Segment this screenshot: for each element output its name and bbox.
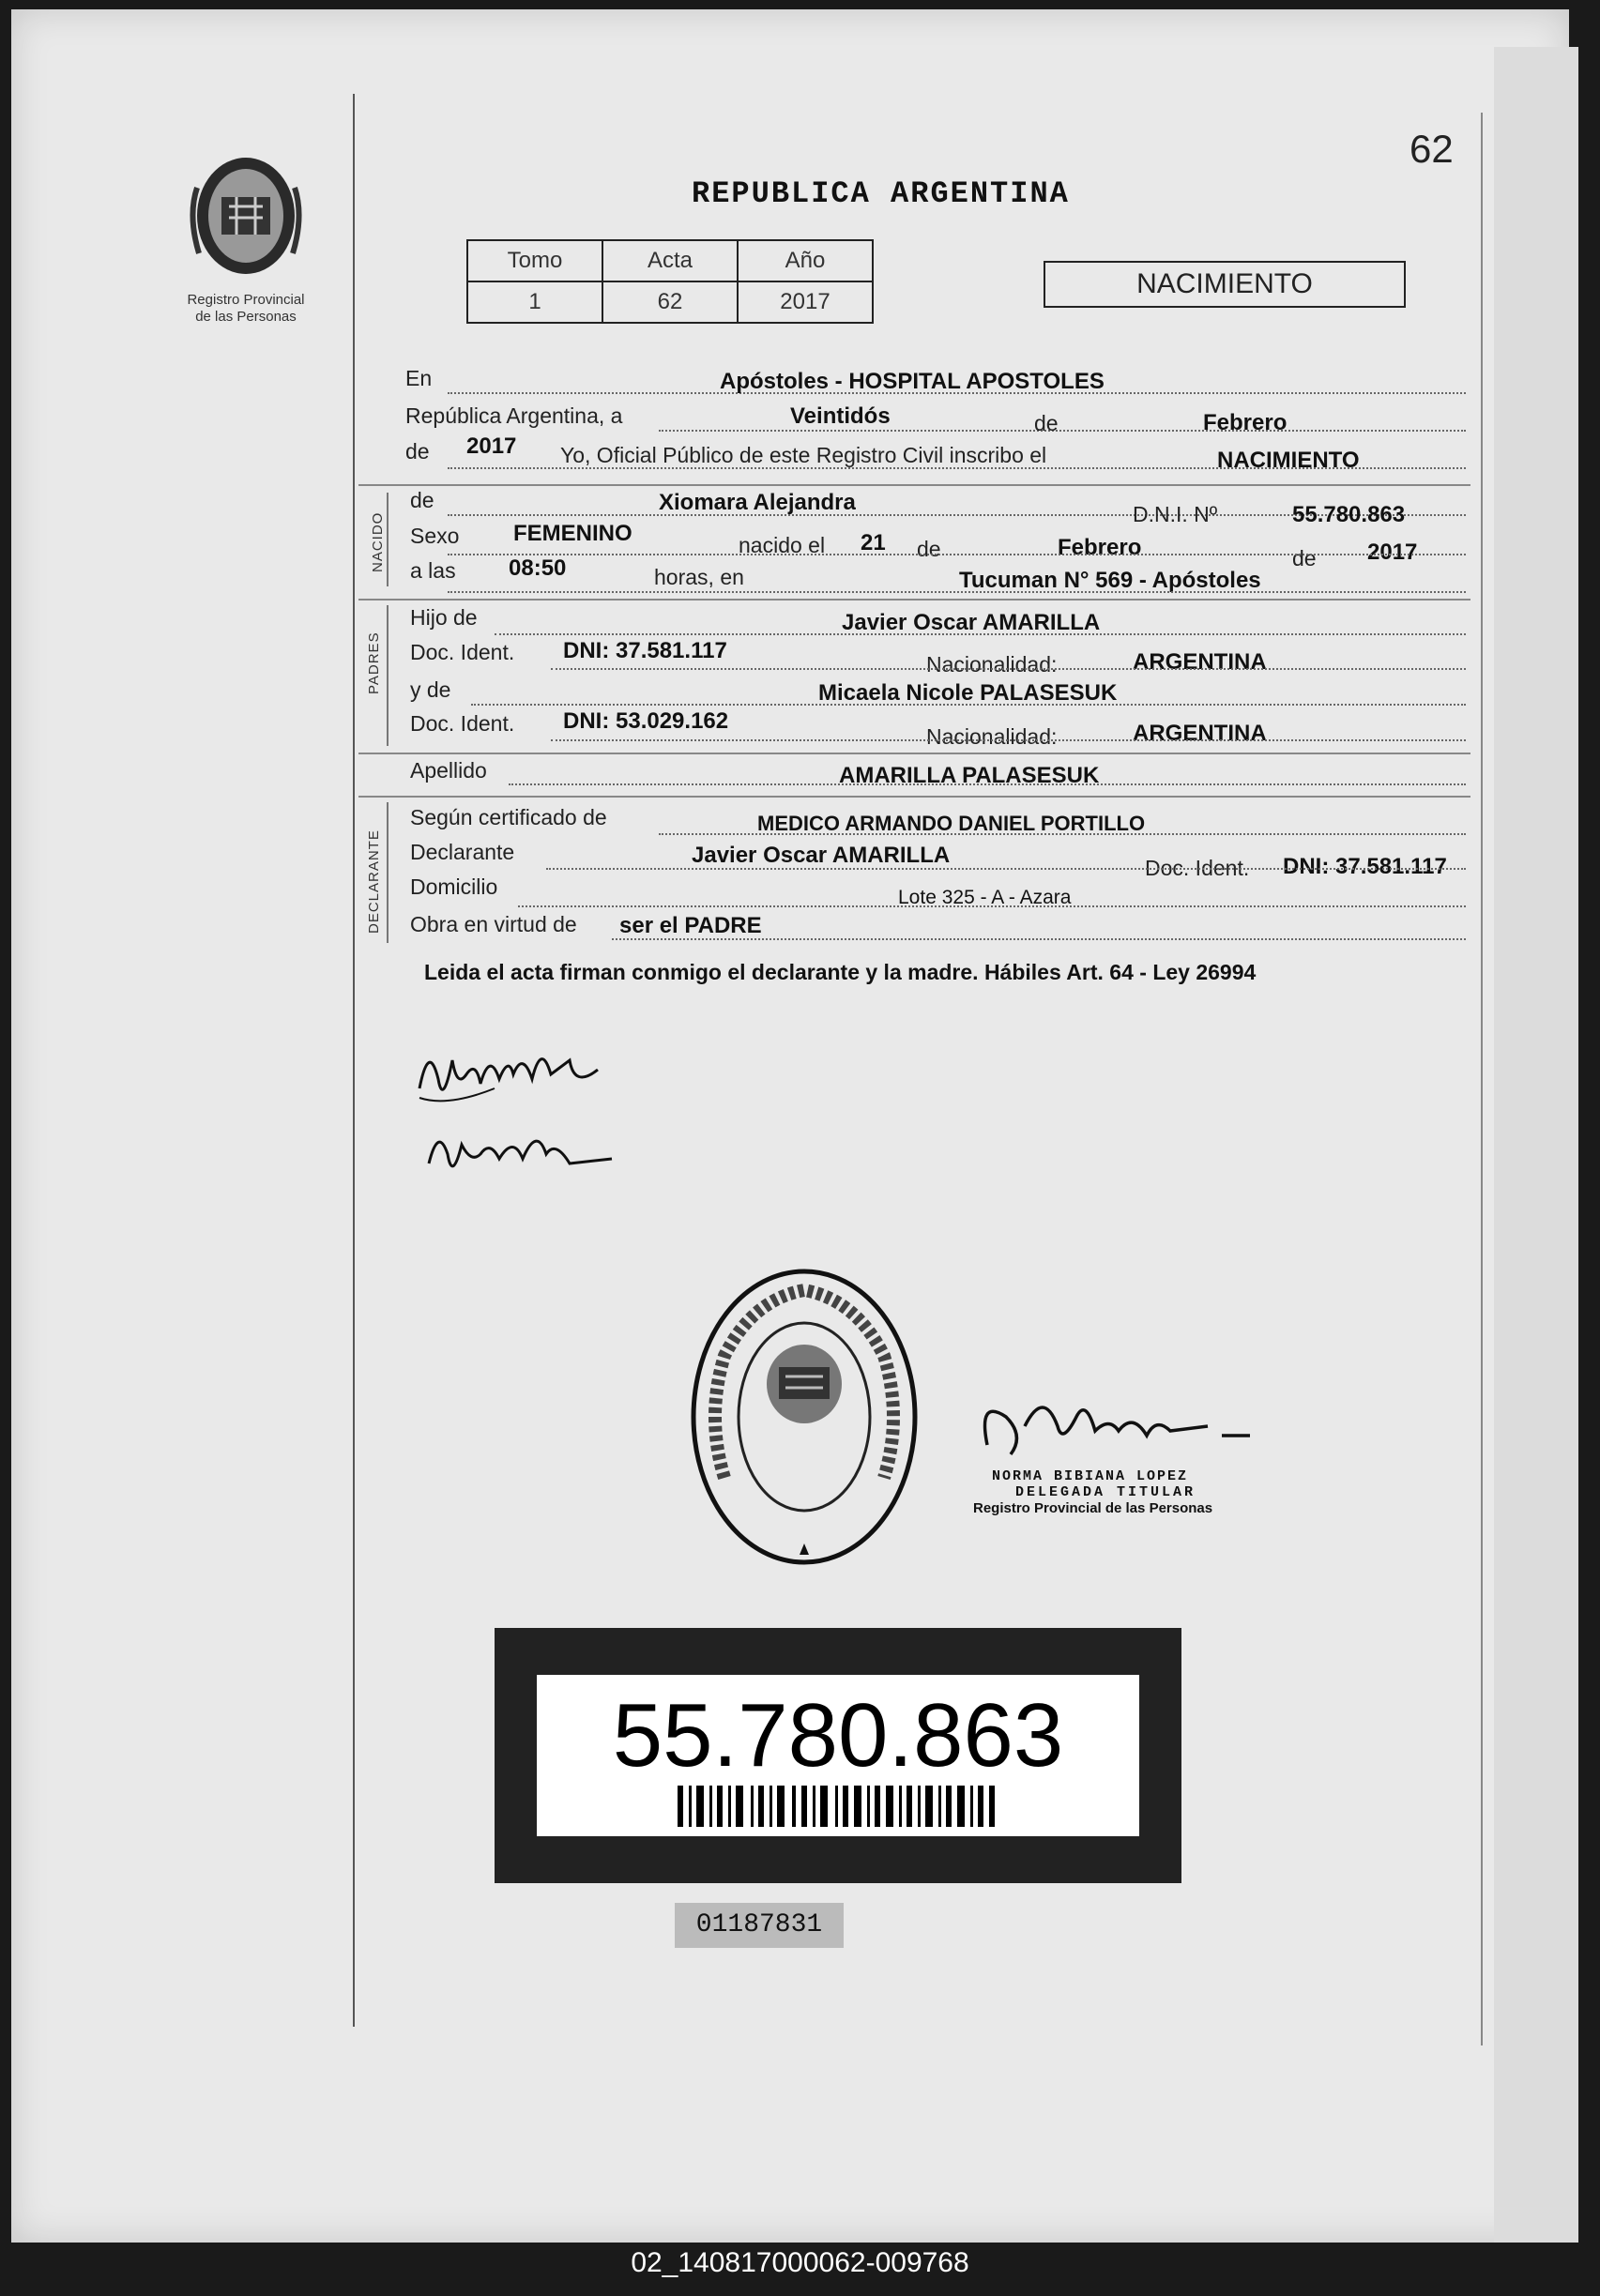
label-obra-en-virtud: Obra en virtud de	[410, 912, 577, 936]
value-certificado: MEDICO ARMANDO DANIEL PORTILLO	[757, 812, 1146, 835]
value-domicilio: Lote 325 - A - Azara	[898, 887, 1072, 908]
value-padre-nacionalidad: ARGENTINA	[1133, 649, 1267, 675]
value-tomo: 1	[467, 281, 602, 323]
registro-logo	[171, 150, 321, 326]
value-madre: Micaela Nicole PALASESUK	[818, 680, 1118, 706]
value-anio-inscripcion: 2017	[466, 433, 517, 459]
logo-caption-1: Registro Provincial	[187, 292, 305, 308]
value-anio-nacimiento: 2017	[1367, 540, 1418, 565]
dotted-line	[448, 554, 1466, 555]
value-madre-nacionalidad: ARGENTINA	[1133, 721, 1267, 746]
stamp-seal-icon	[687, 1262, 922, 1572]
label-doc-ident-2: Doc. Ident.	[410, 711, 515, 736]
dotted-line	[495, 633, 1466, 635]
label-a-las: a las	[410, 558, 456, 583]
value-hora: 08:50	[509, 555, 567, 581]
page-number: 62	[1410, 127, 1454, 171]
label-y-de: y de	[410, 677, 451, 702]
dotted-line	[471, 704, 1466, 706]
label-horas-en: horas, en	[654, 565, 744, 589]
value-declarante: Javier Oscar AMARILLA	[692, 843, 951, 868]
barcode-number: 55.780.863	[612, 1685, 1064, 1786]
dotted-line	[612, 938, 1466, 940]
right-margin-line	[1481, 113, 1483, 2045]
value-declarante-dni: DNI: 37.581.117	[1283, 854, 1447, 879]
label-sexo: Sexo	[410, 524, 460, 548]
value-tipo-inscripcion: NACIMIENTO	[1217, 448, 1360, 473]
paper-edge	[1494, 47, 1578, 2243]
label-de-day: de	[917, 537, 941, 561]
value-mes-inscripcion: Febrero	[1203, 410, 1288, 435]
value-mes-nacimiento: Febrero	[1058, 535, 1142, 560]
dotted-line	[551, 739, 1466, 741]
logo-caption-2: de las Personas	[195, 309, 297, 325]
footer-id: 02_140817000062-009768	[631, 2247, 969, 2278]
value-acta: 62	[602, 281, 738, 323]
value-dia-nacimiento: 21	[861, 530, 886, 555]
left-margin-line	[353, 94, 355, 2027]
header-anio: Año	[738, 240, 873, 281]
label-en: En	[405, 366, 433, 390]
official-stamp	[687, 1262, 922, 1576]
label-de-month: de	[1292, 546, 1317, 570]
dotted-line	[659, 430, 1466, 432]
label-apellido: Apellido	[410, 758, 487, 783]
value-padre: Javier Oscar AMARILLA	[842, 610, 1101, 635]
label-declarante: Declarante	[410, 840, 515, 864]
record-table	[466, 239, 874, 324]
official-signature-block	[968, 1379, 1269, 1516]
signature-official-icon	[968, 1379, 1269, 1464]
separator	[358, 796, 1470, 798]
label-hijo-de: Hijo de	[410, 605, 478, 630]
barcode-serial: 01187831	[675, 1903, 844, 1948]
document-page	[11, 9, 1569, 2243]
section-padres: PADRES	[366, 631, 382, 694]
section-declarante: DECLARANTE	[366, 829, 382, 934]
section-bar	[387, 493, 389, 586]
dotted-line	[518, 905, 1466, 907]
label-nacionalidad-1: Nacionalidad:	[926, 652, 1058, 677]
dotted-line	[551, 668, 1466, 670]
signature-declarante-icon	[410, 1023, 635, 1210]
separator	[358, 484, 1470, 486]
official-office: Registro Provincial de las Personas	[973, 1500, 1213, 1516]
dotted-line	[448, 591, 1466, 593]
header-tomo: Tomo	[467, 240, 602, 281]
value-lugar: Apóstoles - HOSPITAL APOSTOLES	[720, 369, 1105, 394]
country-title: REPUBLICA ARGENTINA	[692, 176, 1070, 211]
barcode-inner	[537, 1675, 1139, 1836]
label-republica: República Argentina, a	[405, 403, 623, 428]
label-de-year: de	[405, 439, 430, 464]
official-name: NORMA BIBIANA LOPEZ	[992, 1468, 1189, 1484]
label-nacionalidad-2: Nacionalidad:	[926, 724, 1058, 749]
label-nacido-el: nacido el	[739, 533, 826, 557]
dotted-line	[546, 868, 1466, 870]
header-acta: Acta	[602, 240, 738, 281]
label-segun-certificado: Según certificado de	[410, 805, 607, 829]
value-madre-dni: DNI: 53.029.162	[563, 708, 729, 734]
label-doc-ident-3: Doc. Ident.	[1145, 856, 1250, 880]
value-apellido: AMARILLA PALASESUK	[839, 763, 1100, 788]
separator	[358, 599, 1470, 601]
label-domicilio: Domicilio	[410, 874, 498, 899]
label-yo-oficial: Yo, Oficial Público de este Registro Civil inscribo el	[560, 443, 1047, 467]
dotted-line	[659, 833, 1466, 835]
section-nacido: NACIDO	[370, 511, 386, 572]
value-sexo: FEMENINO	[513, 521, 632, 546]
closing-text: Leida el acta firman conmigo el declarante y la madre. Hábiles Art. 64 - Ley 26994	[424, 960, 1257, 984]
label-de-name: de	[410, 488, 434, 512]
document-type-box: NACIMIENTO	[1044, 261, 1406, 308]
section-bar	[387, 802, 389, 943]
value-dia-inscripcion: Veintidós	[790, 403, 891, 429]
section-bar	[387, 605, 389, 746]
value-dni: 55.780.863	[1292, 502, 1406, 527]
barcode-label	[495, 1628, 1181, 1883]
value-padre-dni: DNI: 37.581.117	[563, 638, 727, 663]
value-nombre: Xiomara Alejandra	[659, 490, 856, 515]
official-title: DELEGADA TITULAR	[1015, 1484, 1196, 1500]
label-de: de	[1034, 411, 1059, 435]
label-doc-ident-1: Doc. Ident.	[410, 640, 515, 664]
provincia-seal-icon	[180, 150, 312, 281]
value-anio: 2017	[738, 281, 873, 323]
dotted-line	[509, 783, 1466, 785]
barcode-bars-icon	[678, 1786, 997, 1827]
separator	[358, 753, 1470, 754]
value-obra-en-virtud: ser el PADRE	[619, 913, 762, 938]
label-dni: D.N.I. Nº	[1133, 502, 1218, 526]
value-lugar-nacimiento: Tucuman N° 569 - Apóstoles	[959, 568, 1261, 593]
